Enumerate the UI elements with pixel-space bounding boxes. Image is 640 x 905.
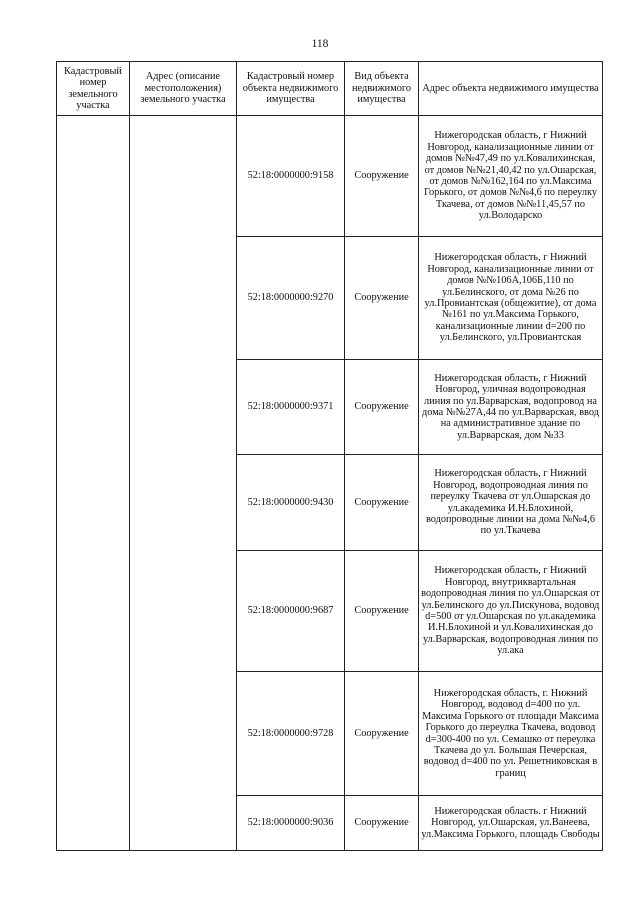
- object-type: Сооружение: [345, 116, 419, 237]
- table-row: [57, 116, 603, 237]
- object-cadastral-number: 52:18:0000000:9687: [237, 551, 345, 672]
- object-cadastral-number: 52:18:0000000:9728: [237, 672, 345, 796]
- land-address-cell: [130, 116, 237, 851]
- object-cadastral-number: 52:18:0000000:9158: [237, 116, 345, 237]
- object-address: Нижегородская область, г Нижний Новгород, канализационные линии от домов №№47,49 по ул.Ковалихинская, от домов №№21,40,42 по ул.Ошарская, от домов №№162,164 по ул.Максима Горького, от домов №№4,6 по переулку Ткачева, от домов №№11,45,57 по ул.Володарско: [419, 116, 603, 237]
- table-header-row: [57, 62, 603, 116]
- land-cadastral-number-cell: [57, 116, 130, 851]
- object-address: Нижегородская область, г Нижний Новгород, внутриквартальная водопроводная линия по ул.Ошарская от ул.Белинского до ул.Пискунова, водовод d=500 от ул.Ошарская по ул.академика И.Н.Блохиной и ул.Ковалихинская до ул.Варварская, водопроводная линия по ул.ака: [419, 551, 603, 672]
- object-address: Нижегородская область, г Нижний Новгород, водопроводная линия по переулку Ткачева от ул.Ошарская до ул.академика И.Н.Блохиной, водопроводные линии на дома №№4,6 по ул.Ткачева: [419, 455, 603, 551]
- object-cadastral-number: 52:18:0000000:9270: [237, 237, 345, 360]
- object-type: Сооружение: [345, 796, 419, 851]
- object-type: Сооружение: [345, 360, 419, 455]
- header-land-address: Адрес (описание местоположения) земельного участка: [130, 62, 237, 116]
- object-address: Нижегородская область, г. Нижний Новгород, водовод d=400 по ул. Максима Горького от площади Максима Горького до переулка Ткачева, водовод d=300-400 по ул. Семашко от переулка Ткачева до ул. Большая Печерская, водовод d=400 по ул. Решетниковская в границ: [419, 672, 603, 796]
- object-type: Сооружение: [345, 237, 419, 360]
- object-cadastral-number: 52:18:0000000:9371: [237, 360, 345, 455]
- header-object-cadastral-number: Кадастровый номер объекта недвижимого имущества: [237, 62, 345, 116]
- object-address: Нижегородская область, г Нижний Новгород, уличная водопроводная линия по ул.Варварская, водопровод на дома №№27А,44 по ул.Варварская, ввод на административное здание по ул.Варварская, дом №33: [419, 360, 603, 455]
- object-type: Сооружение: [345, 551, 419, 672]
- object-cadastral-number: 52:18:0000000:9036: [237, 796, 345, 851]
- header-object-type: Вид объекта недвижимого имущества: [345, 62, 419, 116]
- object-address: Нижегородская область. г Нижний Новгород, ул.Ошарская, ул.Ванеева, ул.Максима Горького, площадь Свободы: [419, 796, 603, 851]
- object-type: Сооружение: [345, 672, 419, 796]
- header-object-address: Адрес объекта недвижимого имущества: [419, 62, 603, 116]
- object-address: Нижегородская область, г Нижний Новгород, канализационные линии от домов №№106А,106Б,110 по ул.Белинского, от дома №26 по ул.Провиантская (общежитие), от дома №161 по ул.Максима Горького, канализационные линии d=200 по ул.Белинского, ул.Провиантская: [419, 237, 603, 360]
- page-number: 118: [311, 38, 329, 50]
- header-land-cadastral-number: Кадастровый номер земельного участка: [57, 62, 130, 116]
- cadastral-registry-table: [56, 61, 603, 851]
- object-type: Сооружение: [345, 455, 419, 551]
- object-cadastral-number: 52:18:0000000:9430: [237, 455, 345, 551]
